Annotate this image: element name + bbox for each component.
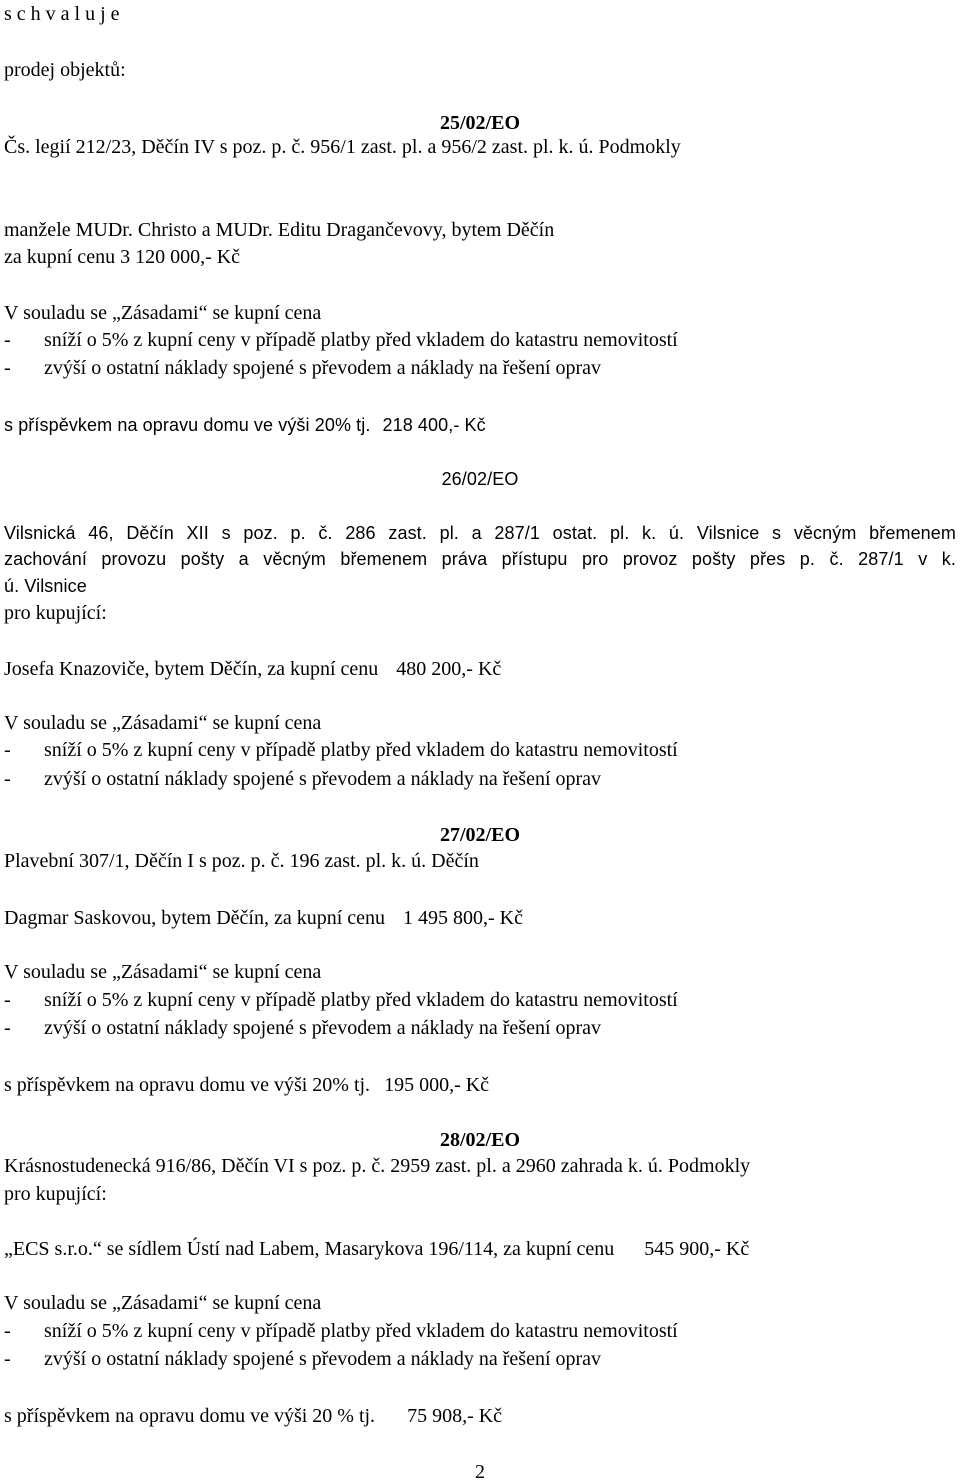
rule-text: zvýší o ostatní náklady spojené s převodem a náklady na řešení oprav (44, 1017, 602, 1039)
for-buyer-label: pro kupující: (4, 1183, 107, 1205)
item-code: 26/02/EO (441, 469, 519, 489)
rule-line-discount (4, 328, 678, 352)
item-description: Vilsnická 46, Děčín XII s poz. p. č. 286 zast. pl. a 287/1 ostat. pl. k. ú. Vilsnice s věcným břemenem (4, 523, 956, 543)
rule-text: zvýší o ostatní náklady spojené s převodem a náklady na řešení oprav (44, 357, 602, 379)
rule-dash: - (4, 1320, 11, 1342)
rule-text: sníží o 5% z kupní ceny v případě platby před vkladem do katastru nemovitostí (44, 1320, 678, 1342)
rule-intro: V souladu se „Zásadami“ se kupní cena (4, 712, 322, 734)
contribution-line (4, 413, 486, 437)
rule-line-discount (4, 988, 678, 1012)
contribution-text: s příspěvkem na opravu domu ve výši 20% tj. (4, 415, 371, 435)
contribution-amount: 218 400,- Kč (382, 415, 486, 435)
rule-text: sníží o 5% z kupní ceny v případě platby před vkladem do katastru nemovitostí (44, 989, 678, 1011)
item-description: ú. Vilsnice (4, 576, 87, 596)
item-buyer (4, 906, 523, 930)
contribution-amount: 195 000,- Kč (384, 1074, 490, 1096)
contribution-amount: 75 908,- Kč (407, 1405, 503, 1427)
document-heading: s c h v a l u j e (4, 3, 120, 25)
page-number: 2 (475, 1461, 485, 1483)
rule-dash: - (4, 739, 11, 761)
contribution-text: s příspěvkem na opravu domu ve výši 20 % tj. (4, 1405, 376, 1427)
contribution-line (4, 1073, 489, 1097)
item-buyer: manžele MUDr. Christo a MUDr. Editu Dragančevovy, bytem Děčín (4, 219, 555, 241)
item-price: 1 495 800,- Kč (403, 907, 523, 929)
rule-dash: - (4, 768, 11, 790)
document-subheading: prodej objektů: (4, 59, 126, 81)
rule-dash: - (4, 989, 11, 1011)
rule-dash: - (4, 1348, 11, 1370)
item-price: za kupní cenu 3 120 000,- Kč (4, 246, 241, 268)
rule-line-costs (4, 356, 601, 380)
buyer-text: „ECS s.r.o.“ se sídlem Ústí nad Labem, Masarykova 196/114, za kupní cenu (4, 1238, 615, 1260)
item-code: 27/02/EO (439, 824, 520, 846)
rule-line-costs (4, 1347, 601, 1371)
item-price: 545 900,- Kč (644, 1238, 750, 1260)
for-buyer-label: pro kupující: (4, 602, 107, 624)
rule-text: sníží o 5% z kupní ceny v případě platby před vkladem do katastru nemovitostí (44, 739, 678, 761)
rule-dash: - (4, 1017, 11, 1039)
item-code: 25/02/EO (439, 112, 520, 134)
rule-line-costs (4, 1016, 601, 1040)
rule-text: zvýší o ostatní náklady spojené s převodem a náklady na řešení oprav (44, 768, 602, 790)
rule-line-costs (4, 767, 601, 791)
rule-line-discount (4, 738, 678, 762)
item-code: 28/02/EO (439, 1129, 520, 1151)
item-price: 480 200,- Kč (396, 658, 502, 680)
item-buyer (4, 657, 501, 681)
contribution-line (4, 1404, 502, 1428)
item-address: Krásnostudenecká 916/86, Děčín VI s poz. p. č. 2959 zast. pl. a 2960 zahrada k. ú. Podmokly (4, 1155, 751, 1177)
item-address: Čs. legií 212/23, Děčín IV s poz. p. č. 956/1 zast. pl. a 956/2 zast. pl. k. ú. Podmokly (4, 136, 681, 158)
rule-intro: V souladu se „Zásadami“ se kupní cena (4, 302, 322, 324)
contribution-text: s příspěvkem na opravu domu ve výši 20% tj. (4, 1074, 371, 1096)
rule-line-discount (4, 1319, 678, 1343)
item-description: zachování provozu pošty a věcným břemenem práva přístupu pro provoz pošty přes p. č. 287/1 v k. (4, 549, 956, 569)
rule-dash: - (4, 329, 11, 351)
buyer-text: Dagmar Saskovou, bytem Děčín, za kupní cenu (4, 907, 386, 929)
item-buyer (4, 1237, 749, 1261)
rule-dash: - (4, 357, 11, 379)
item-address: Plavební 307/1, Děčín I s poz. p. č. 196 zast. pl. k. ú. Děčín (4, 850, 479, 872)
rule-intro: V souladu se „Zásadami“ se kupní cena (4, 1292, 322, 1314)
rule-text: zvýší o ostatní náklady spojené s převodem a náklady na řešení oprav (44, 1348, 602, 1370)
rule-intro: V souladu se „Zásadami“ se kupní cena (4, 961, 322, 983)
buyer-text: Josefa Knazoviče, bytem Děčín, za kupní cenu (4, 658, 379, 680)
rule-text: sníží o 5% z kupní ceny v případě platby před vkladem do katastru nemovitostí (44, 329, 678, 351)
